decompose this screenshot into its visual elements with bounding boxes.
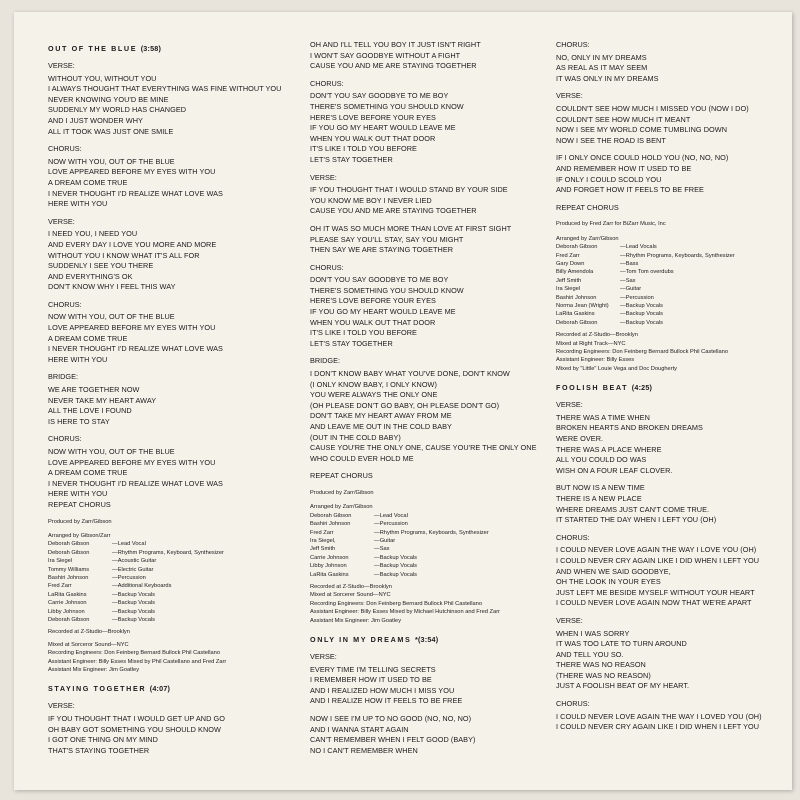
personnel-row [48,616,298,624]
personnel-row [48,566,298,574]
lyric-line: A DREAM COME TRUE [48,468,128,478]
credit-note: Recording Engineers: Don Feinberg Bernard Bullock Phil Castellano [556,349,728,355]
lyric-line: IS HERE TO STAY [48,416,110,426]
lyric-line: THERE WAS A TIME WHEN [556,412,650,422]
lyric-line: I COULD NEVER CRY AGAIN LIKE I DID WHEN I LEFT YOU [556,722,760,732]
lyric-line: AND REMEMBER HOW IT USED TO BE [556,163,692,173]
section-label: CHORUS: [310,262,344,272]
block-section [48,61,298,137]
personnel-name: Tommy Williams [48,566,90,573]
lyric-line: AND TELL YOU SO. [556,649,624,659]
lyric-line: LET'S STAY TOGETHER [310,338,393,348]
personnel-row [48,549,298,557]
section-label: CHORUS: [556,532,590,542]
personnel-row [556,285,788,293]
personnel-role: —Tom Tom overdubs [620,269,674,276]
lyric-line: DON'T TAKE MY HEART AWAY FROM ME [310,411,452,421]
credit-note: Mixed at Sorceror Sound—NYC [48,641,129,648]
block-section [48,217,298,293]
block-section [310,356,560,464]
lyric-line: AND LEAVE ME OUT IN THE COLD BABY [310,422,452,431]
lyric-line: AND EVERYTHING'S OK [48,271,133,281]
personnel-role: —Percussion [374,521,408,528]
lyric-line: YOU KNOW ME BOY I NEVER LIED [310,195,432,205]
personnel-row [556,302,788,310]
personnel-row [310,562,560,570]
lyric-line: COULDN'T SEE HOW MUCH IT MEANT [556,114,691,124]
block-section [48,144,298,210]
personnel-role: —Lead Vocal [374,512,408,519]
lyric-line: THAT'S STAYING TOGETHER [48,745,150,755]
credit-note: Assistant Engineer: Billy Esses Mixed by Phil Castellano and Fred Zarr [48,658,227,665]
lyric-line: IF YOU THOUGHT THAT I WOULD STAND BY YOUR SIDE [310,185,508,195]
lyric-line: WE ARE TOGETHER NOW [48,385,140,395]
personnel-name: Libby Johnson [48,608,85,615]
lyric-line: NOW I SEE THE ROAD IS BENT [556,135,666,145]
song-title [48,44,298,54]
personnel-name: Deborah Gibson [48,617,90,624]
block-section [310,224,560,256]
column-middle [310,40,560,763]
lyric-line: HERE WITH YOU [48,354,108,364]
lyric-line: I WON'T SAY GOODBYE WITHOUT A FIGHT [310,50,461,60]
lyric-line: OH BABY GOT SOMETHING YOU SHOULD KNOW [48,724,221,734]
lyric-line: IF YOU GO MY HEART WOULD LEAVE ME [310,123,456,133]
lyric-line: JUST LEFT ME BESIDE MYSELF WITHOUT YOUR HEART [556,587,755,597]
lyric-line: I NEED YOU, I NEED YOU [48,229,138,239]
personnel-role: —Backup Vocals [374,563,417,570]
personnel-name: Deborah Gibson [556,319,598,326]
lyric-line: LOVE APPEARED BEFORE MY EYES WITH YOU [48,167,216,177]
personnel-row [48,591,298,599]
section-label: VERSE: [310,172,337,182]
personnel-row [48,608,298,616]
block-title [48,684,298,694]
lyric-line: I ALWAYS THOUGHT THAT EVERYTHING WAS FINE WITHOUT YOU [48,84,282,94]
block-section [556,483,788,525]
lyric-line: I NEVER THOUGHT I'D REALIZE WHAT LOVE WAS [48,478,223,488]
personnel-role: —Backup Vocals [112,591,155,598]
lyric-line: CAN'T REMEMBER WHEN I FELT GOOD (BABY) [310,735,476,745]
lyric-line: THERE'S SOMETHING YOU SHOULD KNOW [310,285,464,295]
lyric-line: IT'S LIKE I TOLD YOU BEFORE [310,328,417,338]
personnel-name: Bashiri Johnson [556,294,597,301]
block-section [556,616,788,692]
personnel-row [556,277,788,285]
section-label: BRIDGE: [48,372,79,382]
song-title [310,635,560,645]
lyric-line: OH THE LOOK IN YOUR EYES [556,577,661,587]
block-section [556,533,788,609]
lyric-line: WHERE DREAMS JUST CAN'T COME TRUE. [556,504,710,514]
lyric-line: WHEN I WAS SORRY [556,628,630,638]
lyric-line: NEVER TAKE MY HEART AWAY [48,395,157,405]
credit-note: Mixed at Sorcerer Sound—NYC [310,592,391,599]
lyric-line: NOW I SEE MY WORLD COME TUMBLING DOWN [556,125,728,135]
lyric-line: THERE'S SOMETHING YOU SHOULD KNOW [310,101,464,111]
block-section [310,714,560,756]
personnel-role: —Rhythm Programs, Keyboard, Synthesizer [112,549,224,556]
personnel-name: Deborah Gibson [310,512,352,519]
song-name: STAYING TOGETHER [48,684,147,694]
credit-note: Recorded at Z-Studio—Brooklyn [48,629,130,636]
lyric-line: IT WAS TOO LATE TO TURN AROUND [556,639,687,649]
lyric-line: CAUSE YOU'RE THE ONLY ONE, CAUSE YOU'RE THE ONLY ONE [310,443,537,453]
personnel-row [556,319,788,327]
lyric-line: THEN SAY WE ARE STAYING TOGETHER [310,245,454,255]
lyric-line: LET'S STAY TOGETHER [310,154,393,164]
section-label: CHORUS: [310,78,344,88]
personnel-role: —Backup Vocals [620,311,663,318]
personnel-role: —Rhythm Programs, Keyboards, Synthesizer [374,529,489,536]
lyric-line: HERE'S LOVE BEFORE YOUR EYES [310,112,436,122]
lyric-line: NEVER KNOWING YOU'D BE MINE [48,94,169,104]
personnel-role: —Guitar [374,538,396,544]
lyric-line: (OUT IN THE COLD BABY) [310,432,401,442]
lyric-line: I COULD NEVER LOVE AGAIN NOW THAT WE'RE APART [556,598,752,608]
credit-note: Recording Engineers: Don Feinberg Bernard Bullock Phil Castellano [310,600,482,607]
lyric-line: AND WHEN WE SAID GOODBYE, [556,566,671,576]
lyric-line: IF ONLY I COULD SCOLD YOU [556,174,662,184]
lyric-line: CAUSE YOU AND ME ARE STAYING TOGETHER [310,206,477,216]
block-section [556,153,788,195]
personnel-name: Fred Zarr [556,252,580,259]
block-section [48,300,298,366]
block-section [310,79,560,166]
lyric-sheet [14,12,792,790]
block-section [48,372,298,427]
personnel-row [48,574,298,582]
personnel-role: —Lead Vocal [112,541,146,548]
lyric-line: WHEN YOU WALK OUT THAT DOOR [310,133,436,143]
lyric-line: AND I REALIZE HOW IT FEELS TO BE FREE [310,696,463,706]
personnel-row [48,582,298,590]
block-section [310,40,560,72]
lyric-line: ALL THE LOVE I FOUND [48,406,132,416]
lyric-line: AND I JUST WONDER WHY [48,115,143,125]
lyric-line: BROKEN HEARTS AND BROKEN DREAMS [556,423,703,433]
arranged-by: Arranged by Gibson/Zarr [48,532,111,539]
block-title [556,383,788,393]
block-section [556,203,788,214]
personnel-name: Deborah Gibson [48,541,90,548]
personnel-row [556,243,788,251]
credit-note: Assistant Engineer: Billy Esses Mixed by Michael Hutchinson and Fred Zarr [310,609,500,616]
lyric-line: WITHOUT YOU I KNOW WHAT IT'S ALL FOR [48,250,200,260]
block-credits [48,518,298,675]
personnel-role: —Sax [620,277,636,284]
personnel-row [556,294,788,302]
lyric-line: NOW I SEE I'M UP TO NO GOOD (NO, NO, NO) [310,714,472,724]
song-duration: (4:07) [149,684,171,694]
personnel-role: —Sax [374,546,390,553]
personnel-name: Deborah Gibson [48,549,90,556]
block-section [48,434,298,510]
personnel-row [310,554,560,562]
credit-note: Mixed by "Little" Louie Vega and Doc Dougherty [556,365,678,372]
personnel-name: LaRita Gaskins [48,591,87,598]
block-section [310,173,560,217]
personnel-name: LaRita Gaskins [556,311,595,318]
block-section [556,40,788,84]
block-section [556,699,788,733]
lyric-line: HERE WITH YOU [48,489,108,499]
lyric-line: AND I REALIZED HOW MUCH I MISS YOU [310,685,455,695]
lyric-line: WITHOUT YOU, WITHOUT YOU [48,73,157,83]
lyric-line: I DON'T KNOW BABY WHAT YOU'VE DONE, DON'T KNOW [310,369,510,379]
song-duration: (3:58) [140,44,162,53]
lyric-line: YOU WERE ALWAYS THE ONLY ONE [310,390,438,400]
credit-note: Recorded at Z-Studio—Brooklyn [556,332,638,339]
personnel-role: —Bass [620,260,639,267]
lyric-line: WERE OVER. [556,434,604,443]
lyric-line: I COULD NEVER LOVE AGAIN THE WAY I LOVE YOU (OH) [556,545,757,555]
lyric-line: ALL YOU COULD DO WAS [556,455,647,465]
section-label: VERSE: [310,652,337,662]
personnel-row [310,512,560,520]
lyric-line: THERE IS A NEW PLACE [556,493,642,503]
lyric-line: OH IT WAS SO MUCH MORE THAN LOVE AT FIRST SIGHT [310,223,512,233]
lyric-line: (OH PLEASE DON'T GO BABY, OH PLEASE DON'T GO) [310,400,500,410]
lyric-line: AS REAL AS IT MAY SEEM [556,63,648,73]
personnel-row [556,260,788,268]
section-label: VERSE: [48,61,75,70]
personnel-row [310,571,560,579]
produced-by: Produced by Zarr/Gibson [310,489,374,496]
lyric-line: NO I CAN'T REMEMBER WHEN [310,745,418,755]
lyric-line: I REMEMBER HOW IT USED TO BE [310,675,432,685]
lyric-line: IT STARTED THE DAY WHEN I LEFT YOU (OH) [556,515,717,525]
block-section [310,652,560,707]
lyric-line: IT WAS ONLY IN MY DREAMS [556,73,659,83]
song-name: FOOLISH BEAT [556,383,629,393]
personnel-role: —Backup Vocals [374,571,417,578]
lyric-line: A DREAM COME TRUE [48,333,128,343]
column-left [48,40,298,763]
lyric-line: (THERE WAS NO REASON) [556,670,651,680]
personnel-role: —Acoustic Guitar [112,558,157,565]
lyric-line: REPEAT CHORUS [556,202,619,212]
personnel-role: —Electric Guitar [112,566,154,573]
song-name: ONLY IN MY DREAMS [310,635,412,645]
personnel-role: —Backup Vocals [112,617,155,624]
produced-by: Produced by Fred Zarr for BiZarr Music, Inc [556,221,666,228]
personnel-name: Fred Zarr [48,583,72,590]
lyric-line: IT'S LIKE I TOLD YOU BEFORE [310,144,417,154]
personnel-role: —Backup Vocals [112,600,155,607]
personnel-row [310,529,560,537]
personnel-name: Jeff Smith [310,546,336,553]
personnel-row [48,599,298,607]
block-section [310,263,560,350]
lyric-line: CAUSE YOU AND ME ARE STAYING TOGETHER [310,61,477,71]
personnel-role: —Backup Vocals [112,608,155,615]
arranged-by: Arranged by Zarr/Gibson [556,235,619,242]
personnel-name: LaRita Gaskins [310,571,349,578]
section-label: CHORUS: [556,699,590,709]
personnel-role: —Lead Vocals [620,244,657,251]
lyric-line: IF YOU GO MY HEART WOULD LEAVE ME [310,307,456,317]
personnel-row [310,545,560,553]
personnel-name: Bashiri Johnson [310,521,351,528]
credit-note: Assistant Mix Engineer: Jim Goatley [310,617,402,624]
lyric-line: HERE'S LOVE BEFORE YOUR EYES [310,296,436,306]
credit-note: Recorded at Z-Studio—Brooklyn [310,584,392,591]
personnel-name: Libby Johnson [310,563,347,570]
credit-note: Assistant Engineer: Billy Esses [556,357,635,364]
block-title [310,635,560,645]
section-label: CHORUS: [48,299,82,309]
personnel-name: Billy Amendola [556,269,594,276]
lyric-line: WHEN YOU WALK OUT THAT DOOR [310,317,436,327]
lyric-line: SUDDENLY I SEE YOU THERE [48,261,154,271]
lyric-line: JUST A FOOLISH BEAT OF MY HEART. [556,681,690,691]
block-title [48,44,298,54]
lyric-line: PLEASE SAY YOU'LL STAY, SAY YOU MIGHT [310,234,464,244]
lyric-line: HERE WITH YOU [48,199,108,209]
lyric-line: SUDDENLY MY WORLD HAS CHANGED [48,105,187,115]
lyric-line: NO, ONLY IN MY DREAMS [556,52,647,62]
lyric-line: (I ONLY KNOW BABY, I ONLY KNOW) [310,379,437,389]
lyric-line: ALL IT TOOK WAS JUST ONE SMILE [48,126,174,136]
lyric-line: WISH ON A FOUR LEAF CLOVER. [556,465,673,475]
lyric-line: NOW WITH YOU, OUT OF THE BLUE [48,156,175,166]
section-label: VERSE: [556,400,583,410]
lyric-line: IF YOU THOUGHT THAT I WOULD GET UP AND GO [48,714,225,724]
lyric-line: I GOT ONE THING ON MY MIND [48,735,158,745]
lyric-line: DON'T YOU SAY GOODBYE TO ME BOY [310,275,449,285]
lyric-line: WHO COULD EVER HOLD ME [310,453,414,463]
lyric-line: I COULD NEVER CRY AGAIN LIKE I DID WHEN I LEFT YOU [556,555,760,565]
personnel-role: —Percussion [112,575,146,581]
personnel-name: Bashiri Johnson [48,575,89,581]
column-right [556,40,788,740]
block-section [556,400,788,476]
song-title [48,684,298,694]
personnel-row [310,537,560,545]
lyric-line: AND EVERY DAY I LOVE YOU MORE AND MORE [48,239,217,249]
personnel-row [556,310,788,318]
credit-note: Assistant Mix Engineer: Jim Goatley [48,667,140,674]
credit-note: Recording Engineers: Don Feinberg Bernard Bullock Phil Castellano [48,650,220,657]
block-section [310,471,560,482]
personnel-name: Carrie Johnson [48,600,87,607]
lyric-line: BUT NOW IS A NEW TIME [556,483,645,493]
personnel-role: —Guitar [620,286,642,293]
block-credits [310,489,560,625]
lyric-line: A DREAM COME TRUE [48,177,128,187]
personnel-row [48,540,298,548]
lyric-line: I NEVER THOUGHT I'D REALIZE WHAT LOVE WAS [48,188,223,198]
section-label: VERSE: [556,615,583,625]
lyric-line: REPEAT CHORUS [48,499,111,509]
personnel-role: —Percussion [620,294,654,301]
arranged-by: Arranged by Zarr/Gibson [310,504,373,511]
section-label: VERSE: [556,91,583,101]
personnel-name: Ira Siegel [48,558,73,565]
lyric-line: THERE WAS A PLACE WHERE [556,444,662,454]
personnel-role: —Rhythm Programs, Keyboards, Synthesizer [620,252,735,259]
personnel-role: —Backup Vocals [620,319,663,326]
credit-note: Mixed at Right Track—NYC [556,340,626,347]
personnel-row [48,557,298,565]
personnel-name: Jeff Smith [556,277,582,284]
section-label: VERSE: [48,701,75,711]
block-section [48,701,298,756]
lyric-line: NOW WITH YOU, OUT OF THE BLUE [48,447,175,456]
lyric-line: COULDN'T SEE HOW MUCH I MISSED YOU (NOW I DO) [556,103,749,113]
section-label: CHORUS: [48,144,82,154]
personnel-row [556,252,788,260]
personnel-name: Ira Siegel, [310,538,336,544]
lyric-line: DON'T KNOW WHY I FEEL THIS WAY [48,282,176,292]
song-title [556,383,788,393]
personnel-row [556,268,788,276]
lyric-line: REPEAT CHORUS [310,471,373,481]
personnel-name: Fred Zarr [310,529,334,536]
lyric-line: AND FORGET HOW IT FEELS TO BE FREE [556,185,704,195]
lyric-line: LOVE APPEARED BEFORE MY EYES WITH YOU [48,457,216,467]
personnel-name: Carrie Johnson [310,554,349,561]
section-label: CHORUS: [556,40,590,49]
lyric-line: I COULD NEVER LOVE AGAIN THE WAY I LOVED YOU (OH) [556,711,762,721]
lyric-line: LOVE APPEARED BEFORE MY EYES WITH YOU [48,323,216,333]
personnel-name: Ira Siegel [556,286,581,293]
personnel-role: —Additional Keyboards [112,583,172,590]
personnel-name: Norma Jean (Wright) [556,302,609,309]
song-duration: *(3:54) [414,635,439,645]
lyric-line: IF I ONLY ONCE COULD HOLD YOU (NO, NO, NO) [556,153,729,163]
lyric-line: EVERY TIME I'M TELLING SECRETS [310,664,436,674]
song-name: OUT OF THE BLUE [48,44,138,53]
lyric-line: DON'T YOU SAY GOODBYE TO ME BOY [310,91,449,101]
block-section [556,91,788,146]
section-label: CHORUS: [48,434,82,444]
produced-by: Produced by Zarr/Gibson [48,518,112,525]
block-credits [556,220,788,373]
section-label: BRIDGE: [310,356,341,366]
lyric-line: AND I WANNA START AGAIN [310,724,409,734]
personnel-name: Deborah Gibson [556,244,598,251]
lyric-line: OH AND I'LL TELL YOU BOY IT JUST ISN'T RIGHT [310,40,481,49]
personnel-role: —Backup Vocals [620,302,663,309]
personnel-role: —Backup Vocals [374,554,417,561]
personnel-row [310,520,560,528]
lyric-line: I NEVER THOUGHT I'D REALIZE WHAT LOVE WAS [48,344,223,354]
personnel-name: Gary Down [556,260,585,267]
song-duration: (4:25) [631,383,653,393]
section-label: VERSE: [48,216,75,226]
lyric-line: THERE WAS NO REASON [556,660,646,670]
lyric-line: NOW WITH YOU, OUT OF THE BLUE [48,312,175,322]
